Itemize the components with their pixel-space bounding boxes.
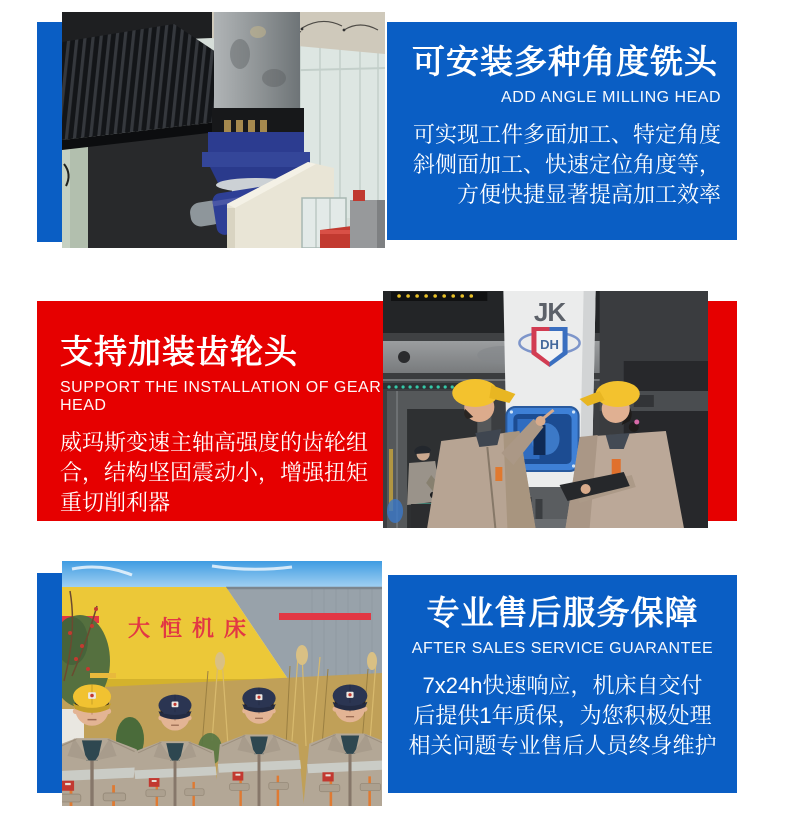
section1-title: 可安装多种角度铣头 [412,43,718,80]
section3-body-line: 7x24h快速响应，机床自交付 [422,673,703,698]
section3-body [400,671,725,761]
section2-body-line: 重切削利器 [60,490,171,515]
section2-subtitle: SUPPORT THE INSTALLATION OF GEAR HEAD [60,379,382,414]
section1-photo-cnc-machine [62,12,385,248]
cnc-machine-illustration [62,12,385,248]
section2-photo-workers-gear-head [383,291,708,528]
section3-photo-service-team [62,561,382,806]
section3-body-line: 相关问题专业售后人员终身维护 [408,733,717,758]
section1-body [409,120,721,210]
section2-body-line: 威玛斯变速主轴高强度的齿轮组 [60,430,369,455]
logo-jk-text: JK [533,297,566,327]
section2-title: 支持加装齿轮头 [60,333,298,370]
section2-body-line: 合，结构坚固震动小，增强扭矩 [60,460,369,485]
sign-stripe-right [279,613,371,620]
section1-body-line: 斜侧面加工、快速定位角度等， [412,152,721,177]
section1-accent-strip [37,22,62,242]
service-team-illustration [62,561,382,806]
section1-body-line: 可实现工件多面加工、特定角度 [412,122,721,147]
section1-subtitle: ADD ANGLE MILLING HEAD [501,89,721,106]
logo-dh-text: DH [540,337,559,352]
ram-column [212,12,304,134]
section3-subtitle: AFTER SALES SERVICE GUARANTEE [411,640,714,657]
section2-body [60,428,412,518]
section1-text-panel [387,22,737,240]
section3-body-line: 后提供1年质保，为您积极处理 [413,703,712,728]
workers-machine-illustration [383,291,708,528]
section3-accent-strip [37,573,62,793]
section3-text-panel [388,575,737,793]
section1-body-line: 方便快捷显著提高加工效率 [456,182,721,207]
factory-sign-text: 大恒机床 [127,616,257,641]
section3-title: 专业售后服务保障 [426,594,699,631]
